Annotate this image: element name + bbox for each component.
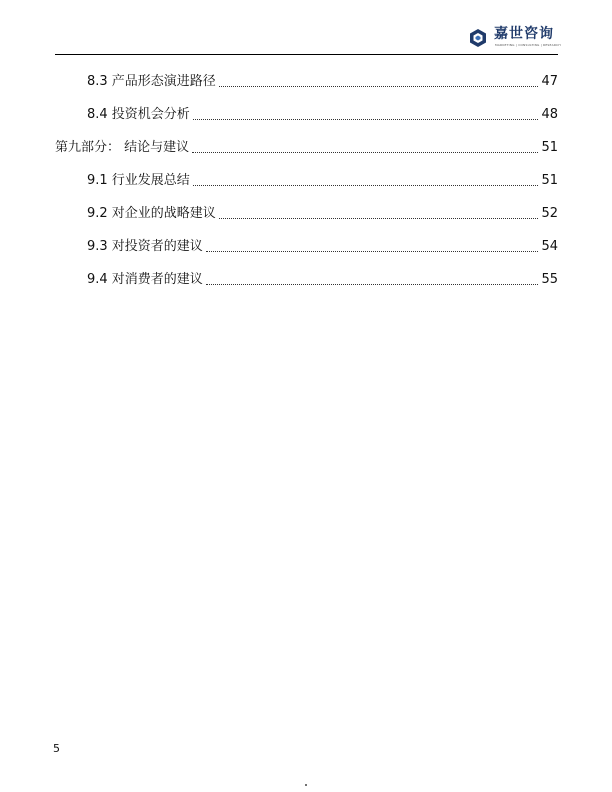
toc-leader-dots xyxy=(206,283,539,285)
toc-entry-page: 55 xyxy=(541,272,558,287)
toc-entry-label: 8.4 投资机会分析 xyxy=(87,107,190,122)
toc-entry-9-1[interactable] xyxy=(87,172,558,190)
toc-entry-page: 51 xyxy=(541,173,558,188)
toc-leader-dots xyxy=(192,151,538,153)
page-number: 5 xyxy=(53,742,60,755)
toc-entry-9-3[interactable] xyxy=(87,238,558,256)
toc-entry-page: 48 xyxy=(541,107,558,122)
toc-leader-dots xyxy=(193,184,539,186)
toc-entry-8-4[interactable] xyxy=(87,106,558,124)
toc-entry-part-9[interactable] xyxy=(55,139,558,157)
header-divider xyxy=(55,54,558,55)
toc-entry-label: 9.2 对企业的战略建议 xyxy=(87,206,216,221)
toc-leader-dots xyxy=(206,250,539,252)
toc-entry-label: 9.1 行业发展总结 xyxy=(87,173,190,188)
toc-leader-dots xyxy=(219,85,539,87)
logo-name: 嘉世咨询 xyxy=(494,26,554,42)
logo-tagline: MARKETING | CONSULTING | RESEARCH xyxy=(495,43,561,47)
logo-mark-icon xyxy=(468,28,488,48)
toc-entry-page: 47 xyxy=(541,74,558,89)
toc-leader-dots xyxy=(193,118,539,120)
toc-entry-page: 51 xyxy=(541,140,558,155)
toc-entry-page: 54 xyxy=(541,239,558,254)
toc-entry-label: 8.3 产品形态演进路径 xyxy=(87,74,216,89)
toc-entry-label: 第九部分： 结论与建议 xyxy=(55,140,190,155)
toc-entry-label: 9.4 对消费者的建议 xyxy=(87,272,203,287)
toc-entry-8-3[interactable] xyxy=(87,73,558,91)
brand-logo xyxy=(468,26,568,48)
footer-dot xyxy=(305,784,307,786)
toc-leader-dots xyxy=(219,217,539,219)
toc-entry-page: 52 xyxy=(541,206,558,221)
toc-entry-9-2[interactable] xyxy=(87,205,558,223)
toc-entry-label: 9.3 对投资者的建议 xyxy=(87,239,203,254)
toc-entry-9-4[interactable] xyxy=(87,271,558,289)
